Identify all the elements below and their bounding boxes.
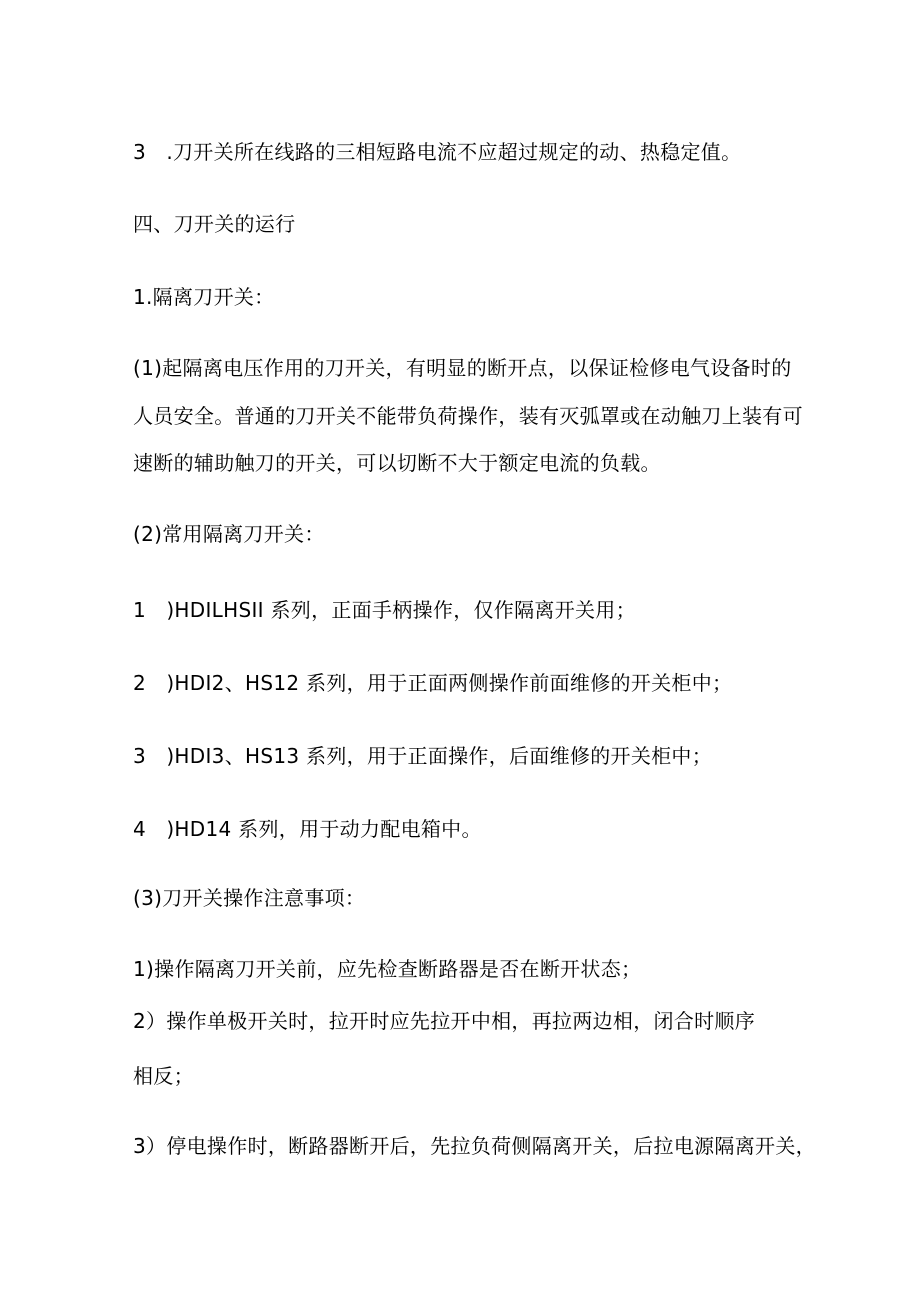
- paragraph-line: (1)起隔离电压作用的刀开关，有明显的断开点，以保证检修电气设备时的: [133, 356, 792, 380]
- list-item: 1)操作隔离刀开关前，应先检查断路器是否在断开状态；: [133, 957, 642, 981]
- paragraph-line: 3 .刀开关所在线路的三相短路电流不应超过规定的动、热稳定值。: [133, 140, 742, 164]
- list-item: 2）操作单极开关时，拉开时应先拉开中相，再拉两边相，闭合时顺序: [133, 1009, 756, 1033]
- list-item: 3）停电操作时，断路器断开后，先拉负荷侧隔离开关，后拉电源隔离开关，: [133, 1134, 816, 1158]
- list-item: 4 )HD14 系列，用于动力配电箱中。: [133, 817, 482, 841]
- subsection-heading: (2)常用隔离刀开关：: [133, 522, 325, 546]
- subsection-heading: 1.隔离刀开关：: [133, 285, 275, 309]
- list-item: 2 )HDI2、HS12 系列，用于正面两侧操作前面维修的开关柜中；: [133, 671, 733, 695]
- list-item: 3 )HDI3、HS13 系列，用于正面操作，后面维修的开关柜中；: [133, 744, 713, 768]
- section-heading: 四、刀开关的运行: [133, 212, 296, 236]
- paragraph-line: 速断的辅助触刀的开关，可以切断不大于额定电流的负载。: [133, 451, 661, 475]
- list-item: 1 )HDILHSII 系列，正面手柄操作，仅作隔离开关用；: [133, 598, 636, 622]
- paragraph-line: 人员安全。普通的刀开关不能带负荷操作，装有灭弧罩或在动触刀上装有可: [133, 404, 803, 428]
- subsection-heading: (3)刀开关操作注意事项：: [133, 886, 366, 910]
- paragraph-line: 相反；: [133, 1064, 194, 1088]
